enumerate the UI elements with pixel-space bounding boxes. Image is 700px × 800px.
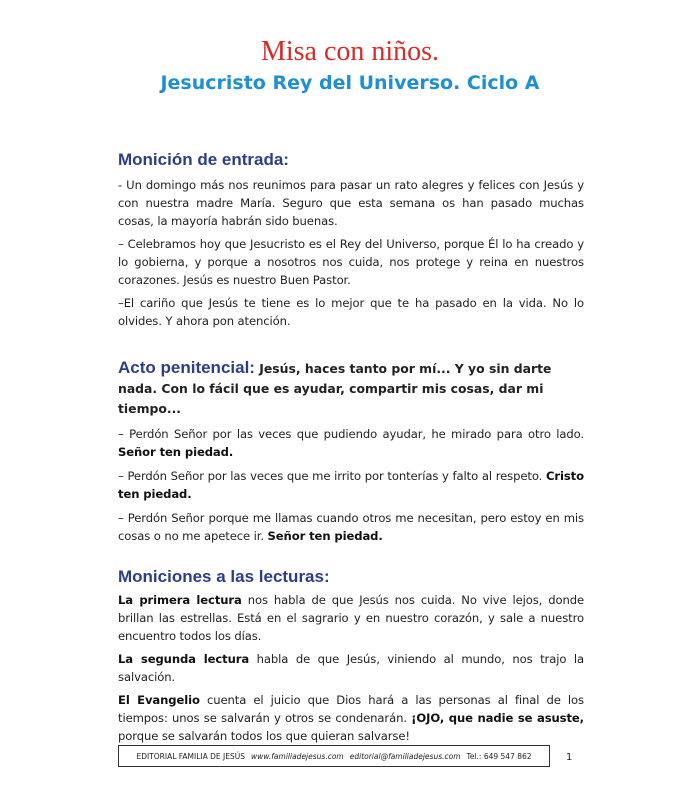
paragraph-text: nos habla de que Jesús nos cuida. No vive lejos, donde brillan las estrellas. Está en el sagrario y en nuestro corazón, y sale a nuestro encuentro todos los días. [118,593,584,643]
paragraph-text: habla de que Jesús, viniendo al mundo, nos trajo la salvación. [118,652,584,684]
item-response: Cristo ten piedad. [118,469,584,501]
warning-text: ¡OJO, que nadie se asuste, [411,711,584,725]
paragraph-text: porque se salvarán todos los que quieran salvarse! [118,729,410,743]
paragraph [118,650,584,686]
intro-text-b: lo fácil que es ayudar, compartir mis cosas, dar mi tiempo... [118,381,544,416]
acto-penitencial-section [118,358,584,551]
penitential-item [118,509,584,545]
moniciones-lecturas-section [118,567,584,750]
evangelio-label: El Evangelio [118,693,200,707]
intro-text-a: Jesús, haces tanto por mí... Y yo sin darte nada. Con [118,361,552,396]
item-text: – Perdón Señor por las veces que me irrito por tonterías y falto al respeto. [118,469,543,483]
paragraph: –El cariño que Jesús te tiene es lo mejor que te ha pasado en la vida. No lo olvides. Y ahora pon atención. [118,296,584,328]
moniciones-lecturas-heading: Moniciones a las lecturas: [118,567,330,586]
item-text: – Perdón Señor porque me llamas cuando otros me necesitan, pero estoy en mis cosas o no me apetece ir. [118,511,584,543]
paragraph: – Celebramos hoy que Jesucristo es el Rey del Universo, porque Él lo ha creado y lo gobierna, y porque a nosotros nos cuida, nos protege y reina en nuestros corazones. Jesús es nuestro Buen Pastor. [118,237,584,287]
item-response: Señor ten piedad. [118,445,234,459]
footer-box [118,745,550,767]
acto-penitencial-heading: Acto penitencial: [118,358,255,377]
paragraph: - Un domingo más nos reunimos para pasar un rato alegres y felices con Jesús y con nuestra madre María. Seguro que esta semana os han pasado muchas cosas, la mayoría habrán sido buenas. [118,178,584,228]
paragraph [118,591,584,645]
monicion-entrada-heading: Monición de entrada: [118,150,289,169]
footer-website: www.familiadejesus.com [250,751,344,761]
paragraph-text: cuenta el juicio que Dios hará a las personas al final de los tiempos: unos se salvarán y otros se condenarán. [118,693,584,725]
primera-lectura-label: La primera lectura [118,593,242,607]
page-title: Misa con niños. [260,36,440,67]
page-number: 1 [566,752,573,763]
segunda-lectura-label: La segunda lectura [118,652,250,666]
acto-penitencial-intro [118,358,584,419]
penitential-item [118,467,584,503]
paragraph [118,691,584,745]
penitential-item [118,425,584,461]
footer-publisher: EDITORIAL FAMILIA DE JESÚS [136,751,245,761]
footer-phone: Tel.: 649 547 862 [466,751,532,761]
page-subtitle: Jesucristo Rey del Universo. Ciclo A [160,72,540,94]
footer-email: editorial@familiadejesus.com [349,751,461,761]
item-response: Señor ten piedad. [267,529,383,543]
monicion-entrada-section [118,150,584,335]
item-text: – Perdón Señor por las veces que pudiendo ayudar, he mirado para otro lado. [118,427,584,441]
